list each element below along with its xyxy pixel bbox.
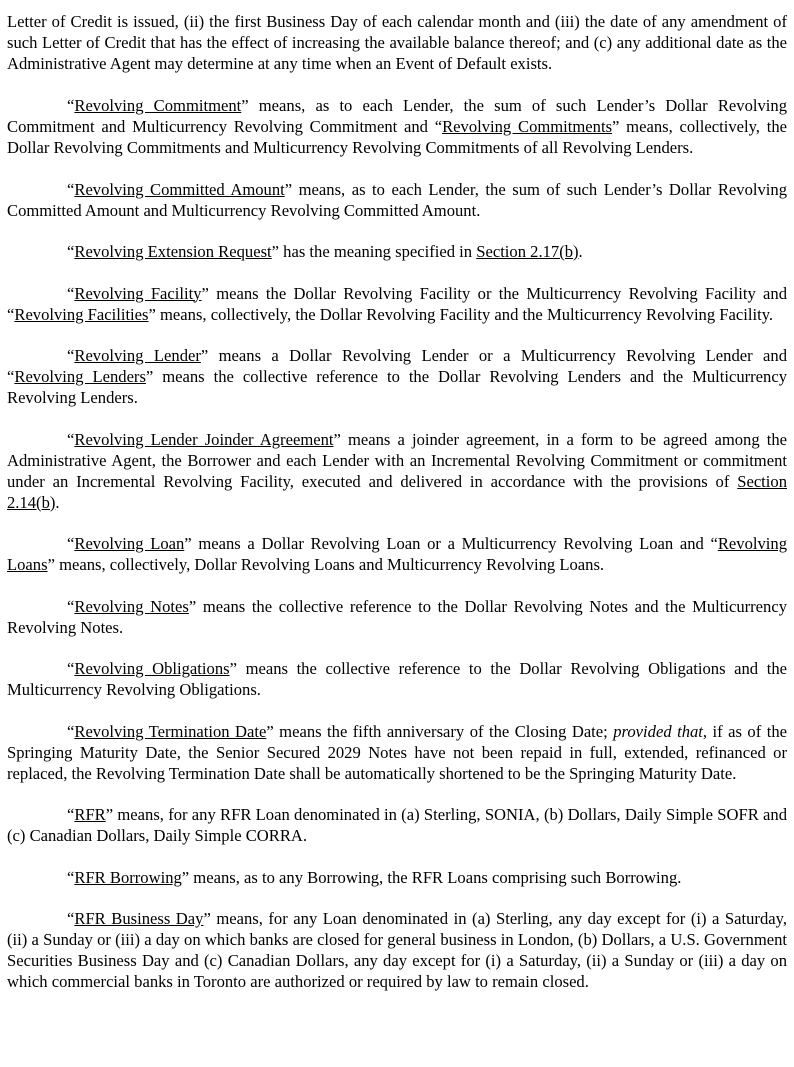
text-run: . <box>55 492 60 512</box>
defined-term: Revolving Extension Request <box>74 242 272 261</box>
text-run: ” means the collective reference to the Dollar Revolving Lenders and the Multicurrency Revolving Lenders. <box>7 367 787 407</box>
defined-term: Revolving Loans <box>7 534 787 574</box>
text-run: ” means the collective reference to the Dollar Revolving Notes and the Multicurrency Revolving Notes. <box>7 596 787 637</box>
text-run: ” means, for any Loan denominated in (a) Sterling, any day except for (i) a Saturday, (ii) a Sunday or (iii) a day on which banks are closed for general business in London, (b) Dollars, a U.S. Government Securities Business Day and (c) Canadian Dollars, any day except for (i) a Saturday, (ii) a Sunday or (iii) a day on which commercial banks in Toronto are authorized or required by law to remain closed. <box>7 909 787 991</box>
defined-term: RFR Business Day <box>74 909 204 928</box>
defined-term: Revolving Commitments <box>442 117 613 136</box>
definition-paragraph <box>7 241 787 262</box>
text-run: “ <box>67 242 75 261</box>
defined-term: RFR <box>74 805 106 824</box>
defined-term: Revolving Facilities <box>14 304 149 324</box>
text-run: “ <box>67 659 75 678</box>
defined-term: Revolving Termination Date <box>74 721 267 741</box>
definition-paragraph <box>7 804 787 846</box>
defined-term: Revolving Lender Joinder Agreement <box>74 429 334 449</box>
definition-paragraph <box>7 658 787 700</box>
text-run: ” means the fifth anniversary of the Closing Date; <box>266 721 614 741</box>
defined-term: Revolving Committed Amount <box>74 179 285 199</box>
text-run: “ <box>67 96 75 115</box>
text-run: ” means, as to any Borrowing, the RFR Loans comprising such Borrowing. <box>181 867 682 887</box>
text-run: ” means a Dollar Revolving Loan or a Multicurrency Revolving Loan and “ <box>184 534 718 553</box>
text-run: ” has the meaning specified in <box>271 242 477 261</box>
text-run: ” means the collective reference to the Dollar Revolving Obligations and the Multicurrency Revolving Obligations. <box>7 659 787 699</box>
definition-paragraph <box>7 721 787 784</box>
text-run: . <box>578 242 583 261</box>
text-run: “ <box>67 179 75 199</box>
text-run: “ <box>67 283 75 303</box>
definition-paragraph <box>7 95 787 158</box>
italic-text: provided that <box>613 721 703 741</box>
text-run: ” means, collectively, the Dollar Revolving Facility and the Multicurrency Revolving Facility. <box>148 304 774 324</box>
definition-paragraph <box>7 908 787 992</box>
text-run: ” means, collectively, Dollar Revolving Loans and Multicurrency Revolving Loans. <box>47 555 605 574</box>
text-run: “ <box>67 429 75 449</box>
text-run: ” means a joinder agreement, in a form to be agreed among the Administrative Agent, the Borrower and each Lender with an Incremental Revolving Commitment or commitment under an Incremental Revolving Facility, executed and delivered in accordance with the provisions of <box>7 429 787 491</box>
text-run: “ <box>67 346 75 365</box>
defined-term: RFR Borrowing <box>74 867 182 887</box>
definition-paragraph <box>7 283 787 325</box>
definition-paragraph <box>7 345 787 408</box>
continuation-paragraph <box>7 11 787 74</box>
defined-term: Revolving Lenders <box>14 367 146 386</box>
defined-term: Revolving Lender <box>74 346 201 365</box>
text-run: ” means, as to each Lender, the sum of such Lender’s Dollar Revolving Committed Amount and Multicurrency Revolving Committed Amount. <box>7 179 787 220</box>
text-run: “ <box>67 721 75 741</box>
text-run: ” means, as to each Lender, the sum of such Lender’s Dollar Revolving Commitment and Multicurrency Revolving Commitment and “ <box>7 96 787 136</box>
definition-paragraph <box>7 179 787 221</box>
text-run: “ <box>67 909 75 928</box>
definition-paragraph <box>7 596 787 638</box>
defined-term: Section 2.14(b) <box>7 471 787 512</box>
text-run: “ <box>67 867 75 887</box>
defined-term: Revolving Notes <box>74 596 189 616</box>
text-run: , if as of the Springing Maturity Date, the Senior Secured 2029 Notes have not been repaid in full, extended, refinanced or replaced, the Revolving Termination Date shall be automatically shortened to be the Springing Maturity Date. <box>7 721 787 783</box>
definition-paragraph <box>7 867 787 888</box>
definition-paragraph <box>7 429 787 513</box>
text-run: ” means, for any RFR Loan denominated in (a) Sterling, SONIA, (b) Dollars, Daily Simple SOFR and (c) Canadian Dollars, Daily Simple CORRA. <box>7 805 787 845</box>
text-run: Letter of Credit is issued, (ii) the first Business Day of each calendar month and (iii) the date of any amendment of such Letter of Credit that has the effect of increasing the available balance thereof; and (c) any additional date as the Administrative Agent may determine at any time when an Event of Default exists. <box>7 12 787 73</box>
defined-term: Revolving Loan <box>74 534 185 553</box>
defined-term: Revolving Obligations <box>74 659 230 678</box>
text-run: ” means a Dollar Revolving Lender or a Multicurrency Revolving Lender and “ <box>7 346 787 386</box>
defined-term: Revolving Facility <box>74 283 202 303</box>
text-run: “ <box>67 596 75 616</box>
text-run: ” means the Dollar Revolving Facility or the Multicurrency Revolving Facility and “ <box>7 283 788 324</box>
text-run: “ <box>67 805 75 824</box>
definition-paragraph <box>7 533 787 575</box>
defined-term: Section 2.17(b) <box>476 242 579 261</box>
text-run: ” means, collectively, the Dollar Revolving Commitments and Multicurrency Revolving Commitments of all Revolving Lenders. <box>7 117 787 157</box>
text-run: “ <box>67 534 75 553</box>
defined-term: Revolving Commitment <box>74 96 242 115</box>
